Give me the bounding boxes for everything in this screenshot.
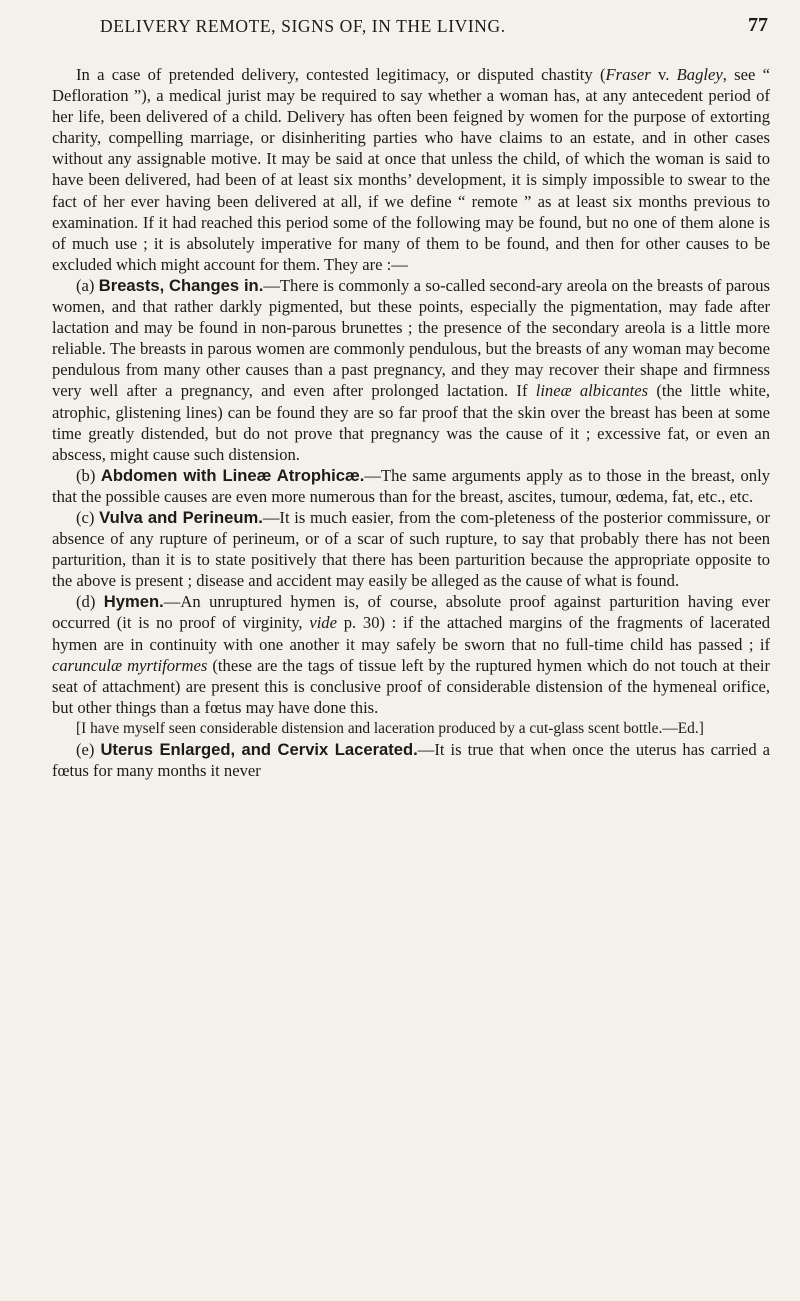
section-e-uterus: (e) Uterus Enlarged, and Cervix Lacerated.—It is true that when once the uterus has carried a fœtus for many months it never — [52, 740, 770, 781]
latin-term: lineæ albicantes — [535, 381, 649, 401]
section-heading: Vulva and Perineum. — [99, 507, 263, 527]
body-text — [52, 64, 770, 781]
section-heading: Breasts, Changes in. — [98, 275, 264, 295]
latin-term: carunculæ myrtiformes — [52, 655, 208, 675]
case-name: Bagley — [676, 65, 723, 84]
section-heading: Hymen. — [103, 592, 164, 612]
section-a-breasts: (a) Breasts, Changes in.—There is commonly a so-called second-ary areola on the breasts of parous women, and that rather darkly pigmented, but these points, especially the pigmentation, may fade after lactation and may be found in non-parous brunettes ; the presence of the secondary areola is a little more reliable. The breasts in parous women are commonly pendulous, but the breasts of any woman may become pendulous from many other causes than a past pregnancy, and they may recover their shape and firmness very well after a pregnancy, and even after prolonged lactation. If lineæ albicantes (the little white, atrophic, glistening lines) can be found they are so far proof that the skin over the breast has been at some time greatly distended, but do not prove that pregnancy was the cause of it ; excessive fat, or even an abscess, might cause such distension. — [52, 275, 770, 464]
page-number: 77 — [748, 14, 768, 36]
section-d-hymen: (d) Hymen.—An unruptured hymen is, of course, absolute proof against parturition having ever occurred (it is no proof of virginity, vide p. 30) : if the attached margins of the fragments of lacerated hymen are in continuity with one another it may safely be sworn that no full-time child has passed ; if carunculæ myrtiformes (these are the tags of tissue left by the ruptured hymen which do not touch at their seat of attachment) are present this is conclusive proof of considerable distension of the hymeneal orifice, but other things than a fœtus may have done this. — [52, 592, 771, 717]
section-heading: Uterus Enlarged, and Cervix Lacerated. — [100, 740, 418, 759]
section-c-vulva: (c) Vulva and Perineum.—It is much easier, from the com-pleteness of the posterior commissure, or absence of any rupture of perineum, or of a scar of such rupture, to say that probably there has not been parturition, than it is to state positively that there has been parturition because the appropriate opposite to the above is present ; disease and accident may easily be alleged as the cause of what is found. — [52, 507, 770, 591]
editor-note: [I have myself seen considerable distension and laceration produced by a cut-glass scent bottle.—Ed.] — [76, 719, 704, 737]
running-head — [52, 14, 770, 44]
section-b-abdomen: (b) Abdomen with Lineæ Atrophicæ.—The same arguments apply as to those in the breast, only that the possible causes are even more numerous than for the breast, ascites, tumour, œdema, fat, etc., etc. — [52, 465, 770, 506]
running-title: DELIVERY REMOTE, SIGNS OF, IN THE LIVING. — [100, 16, 506, 36]
latin-term: vide — [309, 613, 337, 633]
case-name: Fraser — [605, 65, 651, 84]
intro-paragraph: In a case of pretended delivery, contested legitimacy, or disputed chastity (Fraser v. Bagley, see “ Defloration ”), a medical jurist may be required to say whether a woman has, at any antecedent period of her life, been delivered of a child. Delivery has often been feigned by women for the purpose of extorting charity, compelling marriage, or disinheriting parties who have claims to an estate, and in other cases without any assignable motive. It may be said at once that unless the child, of which the woman is said to have been delivered, had been of at least six months’ development, it is simply impossible to swear to the fact of her ever having been delivered at all, if we define “ remote ” as at least six months previous to examination. If it had reached this period some of the following may be found, but no one of them alone is of much use ; it is absolutely imperative for many of them to be found, and then for other causes to be excluded which might account for them. They are :— — [52, 65, 770, 274]
section-heading: Abdomen with Lineæ Atrophicæ. — [100, 465, 365, 485]
